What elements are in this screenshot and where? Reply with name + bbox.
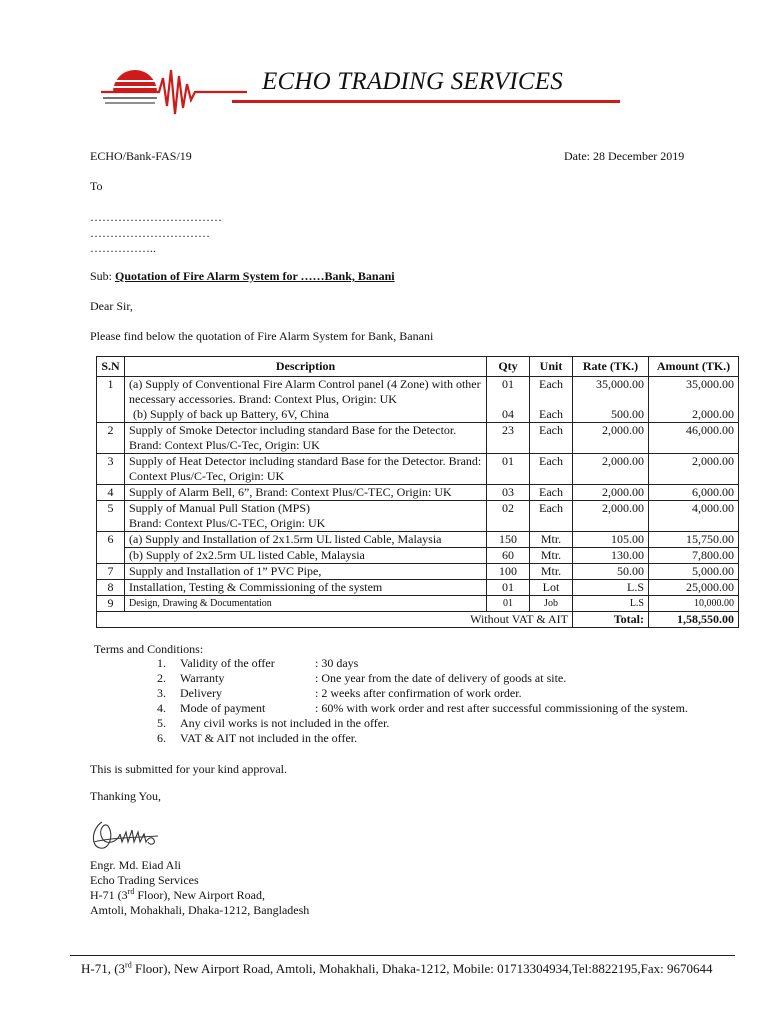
reference-number: ECHO/Bank-FAS/19 xyxy=(90,149,192,163)
term-number: 1. xyxy=(157,656,166,670)
row-unit: Each xyxy=(530,423,573,454)
row-unit: Mtr. xyxy=(530,564,573,580)
row-description: Design, Drawing & Documentation xyxy=(125,596,487,612)
row-amount: 4,000.00 xyxy=(649,501,739,532)
row-rate-b: 500.00 xyxy=(611,407,644,421)
row-rate: 2,000.00 xyxy=(573,423,649,454)
row-rate: 130.00 xyxy=(573,548,649,564)
row-unit: Mtr. xyxy=(530,532,573,548)
address-1-part-a: H-71 (3 xyxy=(90,888,128,902)
row-description-a: Supply of Manual Pull Station (MPS) xyxy=(129,501,311,515)
term-number: 6. xyxy=(157,731,166,745)
signatory-address-2: Amtoli, Mohakhali, Dhaka-1212, Bangladesh xyxy=(90,903,310,917)
company-logo xyxy=(97,62,247,122)
row-rate: L.S xyxy=(573,596,649,612)
row-rate: 2,000.00 xyxy=(573,501,649,532)
row-unit-b: Each xyxy=(539,407,563,421)
row-qty: 23 xyxy=(487,423,530,454)
row-amount: 46,000.00 xyxy=(649,423,739,454)
row-qty: 01 xyxy=(487,580,530,596)
row-unit: Lot xyxy=(530,580,573,596)
row-unit-a: Each xyxy=(539,377,563,391)
row-amount: 10,000.00 xyxy=(649,596,739,612)
table-row xyxy=(97,454,739,485)
thanks-text: Thanking You, xyxy=(90,789,162,803)
row-qty: 01 xyxy=(487,454,530,485)
row-qty: 100 xyxy=(487,564,530,580)
signatory-name: Engr. Md. Eiad Ali xyxy=(90,858,181,872)
row-qty: 02 xyxy=(487,501,530,532)
row-sn: 9 xyxy=(97,596,125,612)
signatory-address-1 xyxy=(90,888,265,903)
total-amount: 1,58,550.00 xyxy=(649,612,739,628)
term-number: 4. xyxy=(157,701,166,715)
row-sn: 7 xyxy=(97,564,125,580)
table-row xyxy=(97,548,739,564)
row-amount-a: 35,000.00 xyxy=(686,377,734,391)
row-sn: 3 xyxy=(97,454,125,485)
row-description: Supply and Installation of 1” PVC Pipe, xyxy=(125,564,487,580)
footer-address xyxy=(81,961,713,977)
letter-date: Date: 28 December 2019 xyxy=(564,149,685,163)
row-amount: 7,800.00 xyxy=(649,548,739,564)
row-description-a: (a) Supply of Conventional Fire Alarm Control panel (4 Zone) with other necessary accessories. Brand: Context Plus, Origin: UK xyxy=(129,377,481,406)
term-value: : 30 days xyxy=(315,656,359,670)
header-rule xyxy=(232,100,620,103)
row-description: Supply of Smoke Detector including standard Base for the Detector. Brand: Context Plus/C-Tec, Origin: UK xyxy=(125,423,487,454)
row-rate: 50.00 xyxy=(573,564,649,580)
signature-image xyxy=(88,812,168,858)
row-unit: Each xyxy=(530,485,573,501)
row-rate-a: 35,000.00 xyxy=(596,377,644,391)
row-sn: 2 xyxy=(97,423,125,454)
row-description-b: (b) Supply of back up Battery, 6V, China xyxy=(133,407,329,421)
row-description: Supply of Heat Detector including standard Base for the Detector. Brand: Context Plus/C-Tec, Origin: UK xyxy=(125,454,487,485)
address-line-2: ………………………… xyxy=(90,226,210,240)
row-description: (a) Supply and Installation of 2x1.5rm UL listed Cable, Malaysia xyxy=(125,532,487,548)
table-header-row xyxy=(97,357,739,377)
row-rate: 105.00 xyxy=(573,532,649,548)
header-description: Description xyxy=(125,357,487,377)
row-description xyxy=(125,501,487,532)
term-number: 3. xyxy=(157,686,166,700)
subject-prefix: Sub: xyxy=(90,269,116,283)
row-rate: 2,000.00 xyxy=(573,485,649,501)
header-qty: Qty xyxy=(487,357,530,377)
row-unit: Each xyxy=(530,501,573,532)
row-qty-a: 01 xyxy=(502,377,514,391)
term-key: Validity of the offer xyxy=(180,656,275,670)
subject-text: Quotation of Fire Alarm System for ……Bank, Banani xyxy=(115,269,395,283)
row-unit xyxy=(530,377,573,423)
term-value: : 60% with work order and rest after successful commissioning of the system. xyxy=(315,701,688,715)
table-row xyxy=(97,501,739,532)
row-description: (b) Supply of 2x2.5rm UL listed Cable, Malaysia xyxy=(125,548,487,564)
row-qty: 150 xyxy=(487,532,530,548)
address-1-sup: rd xyxy=(127,887,135,896)
row-rate: L.S xyxy=(573,580,649,596)
term-value: : 2 weeks after confirmation of work order. xyxy=(315,686,522,700)
term-number: 5. xyxy=(157,716,166,730)
quotation-table xyxy=(96,356,739,628)
salutation: Dear Sir, xyxy=(90,299,133,313)
row-sn: 5 xyxy=(97,501,125,532)
table-row xyxy=(97,564,739,580)
header-rate: Rate (TK.) xyxy=(573,357,649,377)
row-qty xyxy=(487,377,530,423)
table-row xyxy=(97,485,739,501)
to-label: To xyxy=(90,179,103,193)
table-row xyxy=(97,580,739,596)
row-amount: 6,000.00 xyxy=(649,485,739,501)
table-row xyxy=(97,596,739,612)
company-name: ECHO TRADING SERVICES xyxy=(262,68,563,95)
row-rate xyxy=(573,377,649,423)
term-key: Mode of payment xyxy=(180,701,266,715)
row-amount: 2,000.00 xyxy=(649,454,739,485)
row-unit: Each xyxy=(530,454,573,485)
row-sn: 1 xyxy=(97,377,125,423)
total-row xyxy=(97,612,739,628)
row-description: Installation, Testing & Commissioning of the system xyxy=(125,580,487,596)
term-number: 2. xyxy=(157,671,166,685)
total-note: Without VAT & AIT xyxy=(97,612,573,628)
row-amount: 25,000.00 xyxy=(649,580,739,596)
row-qty: 03 xyxy=(487,485,530,501)
row-description-b: Brand: Context Plus/C-TEC, Origin: UK xyxy=(129,516,326,530)
term-text: VAT & AIT not included in the offer. xyxy=(180,731,358,745)
subject-line xyxy=(90,269,395,284)
row-rate: 2,000.00 xyxy=(573,454,649,485)
row-unit: Job xyxy=(530,596,573,612)
total-label: Total: xyxy=(573,612,649,628)
term-text: Any civil works is not included in the offer. xyxy=(180,716,390,730)
row-amount: 15,750.00 xyxy=(649,532,739,548)
table-row xyxy=(97,532,739,548)
term-value: : One year from the date of delivery of goods at site. xyxy=(315,671,567,685)
row-sn: 8 xyxy=(97,580,125,596)
table-row xyxy=(97,377,739,423)
address-1-part-b: Floor), New Airport Road, xyxy=(134,888,265,902)
row-amount: 5,000.00 xyxy=(649,564,739,580)
footer-part-a: H-71, (3 xyxy=(81,961,126,976)
table-row xyxy=(97,423,739,454)
row-amount xyxy=(649,377,739,423)
header-unit: Unit xyxy=(530,357,573,377)
row-description: Supply of Alarm Bell, 6”, Brand: Context Plus/C-TEC, Origin: UK xyxy=(125,485,487,501)
header-sn: S.N xyxy=(97,357,125,377)
row-description xyxy=(125,377,487,423)
signatory-company: Echo Trading Services xyxy=(90,873,199,887)
footer-rule xyxy=(70,955,735,956)
term-key: Warranty xyxy=(180,671,225,685)
header-amount: Amount (TK.) xyxy=(649,357,739,377)
row-qty: 60 xyxy=(487,548,530,564)
address-line-1: …………………………… xyxy=(90,210,222,224)
row-sn: 4 xyxy=(97,485,125,501)
footer-part-b: Floor), New Airport Road, Amtoli, Mohakhali, Dhaka-1212, Mobile: 01713304934,Tel:8822195,Fax: 9670644 xyxy=(131,961,713,976)
address-line-3: …………….. xyxy=(90,241,156,255)
terms-title: Terms and Conditions: xyxy=(94,642,204,656)
row-qty-b: 04 xyxy=(502,407,514,421)
row-qty: 01 xyxy=(487,596,530,612)
intro-text: Please find below the quotation of Fire Alarm System for Bank, Banani xyxy=(90,329,434,343)
footer-sup: rd xyxy=(125,960,132,970)
term-key: Delivery xyxy=(180,686,222,700)
row-amount-b: 2,000.00 xyxy=(692,407,734,421)
row-unit: Mtr. xyxy=(530,548,573,564)
approval-text: This is submitted for your kind approval. xyxy=(90,762,287,776)
row-sn: 6 xyxy=(97,532,125,564)
